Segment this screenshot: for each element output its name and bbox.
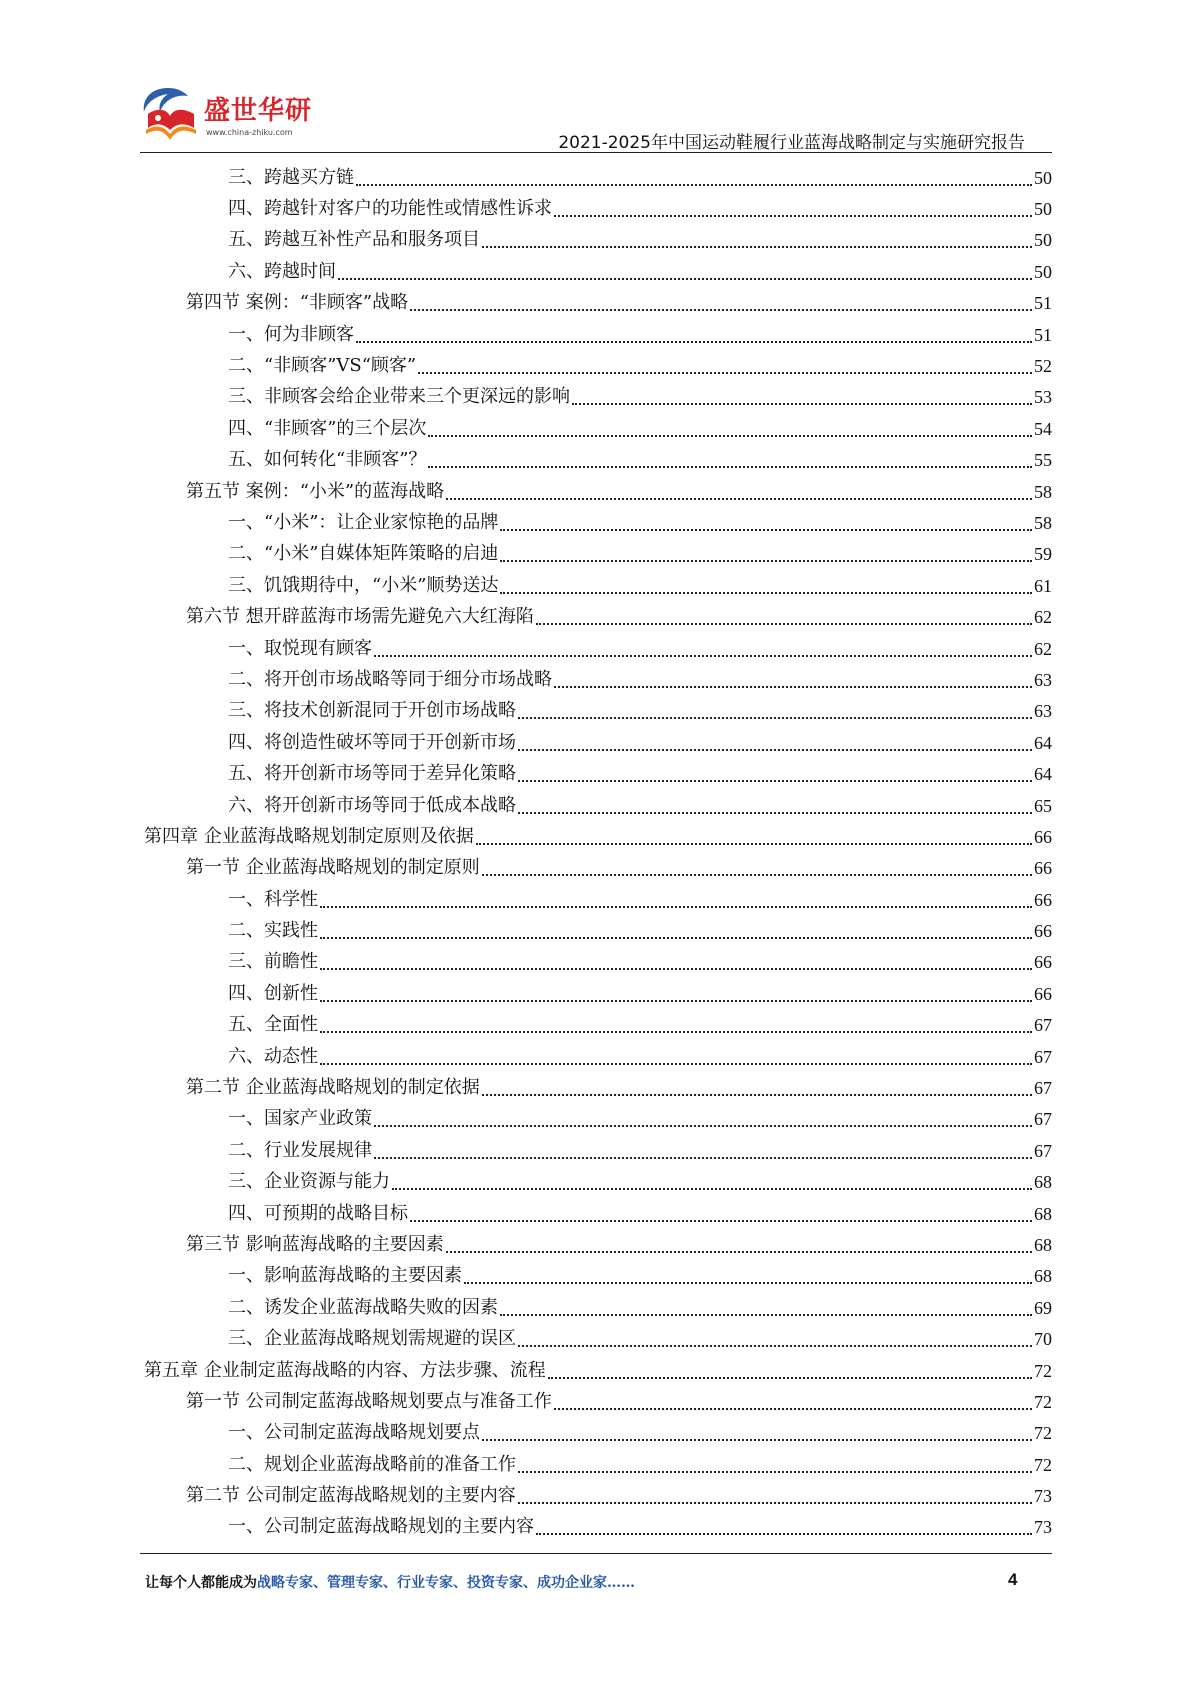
toc-dot-leader <box>446 1251 1032 1253</box>
footer-slogan-prefix: 让每个人都能成为 <box>145 1575 257 1591</box>
toc-page-number: 66 <box>1034 983 1052 1004</box>
logo-book-icon <box>138 84 200 144</box>
toc-entry-title: 四、可预期的战略目标 <box>228 1202 408 1224</box>
toc-entry-title: 六、将开创新市场等同于低成本战略 <box>228 794 516 816</box>
toc-item-entry[interactable] <box>144 758 1052 789</box>
toc-page-number: 59 <box>1034 544 1052 565</box>
toc-item-entry[interactable] <box>144 1418 1052 1449</box>
toc-page-number: 51 <box>1034 324 1052 345</box>
toc-page-number: 50 <box>1034 230 1052 251</box>
toc-page-number: 54 <box>1034 418 1052 439</box>
toc-dot-leader <box>518 812 1032 814</box>
toc-entry-title: 五、跨越互补性产品和服务项目 <box>228 229 480 251</box>
logo-url: www.china-zhiku.com <box>206 128 293 137</box>
toc-entry-title: 三、将技术创新混同于开创市场战略 <box>228 700 516 722</box>
toc-item-entry[interactable] <box>144 1167 1052 1198</box>
toc-section-entry[interactable] <box>144 601 1052 632</box>
toc-dot-leader <box>518 749 1032 751</box>
toc-entry-title: 一、影响蓝海战略的主要因素 <box>228 1265 462 1287</box>
toc-page-number: 62 <box>1034 607 1052 628</box>
toc-item-entry[interactable] <box>144 162 1052 193</box>
toc-entry-title: 二、诱发企业蓝海战略失败的因素 <box>228 1296 498 1318</box>
toc-item-entry[interactable] <box>144 664 1052 695</box>
toc-item-entry[interactable] <box>144 1135 1052 1166</box>
toc-entry-title: 第二节 公司制定蓝海战略规划的主要内容 <box>186 1485 516 1507</box>
toc-dot-leader <box>418 372 1032 374</box>
toc-entry-title: 第三节 影响蓝海战略的主要因素 <box>186 1233 444 1255</box>
toc-item-entry[interactable] <box>144 319 1052 350</box>
toc-dot-leader <box>500 1314 1032 1316</box>
toc-page-number: 58 <box>1034 481 1052 502</box>
toc-item-entry[interactable] <box>144 225 1052 256</box>
logo-name: 盛世华研 <box>204 96 313 126</box>
toc-entry-title: 三、非顾客会给企业带来三个更深远的影响 <box>228 386 570 408</box>
toc-dot-leader <box>356 184 1032 186</box>
toc-page-number: 64 <box>1034 732 1052 753</box>
toc-dot-leader <box>482 246 1032 248</box>
toc-chapter-entry[interactable] <box>144 1355 1052 1386</box>
toc-page-number: 67 <box>1034 1046 1052 1067</box>
toc-entry-title: 二、“小米”自媒体矩阵策略的启迪 <box>228 543 499 565</box>
toc-page-number: 66 <box>1034 921 1052 942</box>
toc-dot-leader <box>338 278 1032 280</box>
toc-item-entry[interactable] <box>144 633 1052 664</box>
table-of-contents <box>144 162 1052 1543</box>
toc-page-number: 68 <box>1034 1172 1052 1193</box>
toc-item-entry[interactable] <box>144 445 1052 476</box>
toc-entry-title: 二、规划企业蓝海战略前的准备工作 <box>228 1453 516 1475</box>
toc-dot-leader <box>428 466 1032 468</box>
toc-entry-title: 二、实践性 <box>228 920 318 942</box>
toc-page-number: 72 <box>1034 1360 1052 1381</box>
toc-entry-title: 一、取悦现有顾客 <box>228 637 372 659</box>
toc-dot-leader <box>500 529 1032 531</box>
toc-page-number: 67 <box>1034 1140 1052 1161</box>
toc-dot-leader <box>320 937 1032 939</box>
toc-item-entry[interactable] <box>144 193 1052 224</box>
toc-dot-leader <box>500 592 1032 594</box>
toc-entry-title: 一、国家产业政策 <box>228 1108 372 1130</box>
footer-slogan <box>145 1572 635 1592</box>
page-number: 4 <box>1008 1570 1018 1589</box>
toc-item-entry[interactable] <box>144 539 1052 570</box>
header-divider <box>140 152 1052 153</box>
toc-page-number: 68 <box>1034 1203 1052 1224</box>
toc-page-number: 72 <box>1034 1391 1052 1412</box>
toc-item-entry[interactable] <box>144 884 1052 915</box>
toc-item-entry[interactable] <box>144 1292 1052 1323</box>
toc-dot-leader <box>320 968 1032 970</box>
toc-item-entry[interactable] <box>144 507 1052 538</box>
toc-page-number: 73 <box>1034 1517 1052 1538</box>
toc-entry-title: 六、跨越时间 <box>228 260 336 282</box>
toc-dot-leader <box>374 1157 1032 1159</box>
toc-section-entry[interactable] <box>144 1072 1052 1103</box>
toc-page-number: 53 <box>1034 387 1052 408</box>
toc-page-number: 61 <box>1034 575 1052 596</box>
toc-item-entry[interactable] <box>144 1449 1052 1480</box>
toc-dot-leader <box>536 1533 1032 1535</box>
toc-page-number: 55 <box>1034 450 1052 471</box>
toc-item-entry[interactable] <box>144 570 1052 601</box>
toc-dot-leader <box>392 1188 1032 1190</box>
toc-item-entry[interactable] <box>144 1323 1052 1354</box>
toc-entry-title: 一、公司制定蓝海战略规划要点 <box>228 1422 480 1444</box>
toc-entry-title: 六、动态性 <box>228 1045 318 1067</box>
toc-entry-title: 二、将开创市场战略等同于细分市场战略 <box>228 668 552 690</box>
toc-item-entry[interactable] <box>144 790 1052 821</box>
toc-page-number: 69 <box>1034 1297 1052 1318</box>
toc-page-number: 68 <box>1034 1234 1052 1255</box>
toc-page-number: 58 <box>1034 512 1052 533</box>
toc-entry-title: 三、企业资源与能力 <box>228 1171 390 1193</box>
toc-item-entry[interactable] <box>144 1010 1052 1041</box>
toc-entry-title: 二、“非顾客”VS“顾客” <box>228 355 417 377</box>
toc-dot-leader <box>554 1408 1032 1410</box>
footer-slogan-highlight: 战略专家、管理专家、行业专家、投资专家、成功企业家…… <box>257 1575 635 1591</box>
toc-dot-leader <box>518 1471 1032 1473</box>
toc-item-entry[interactable] <box>144 1198 1052 1229</box>
toc-entry-title: 四、跨越针对客户的功能性或情感性诉求 <box>228 198 552 220</box>
toc-dot-leader <box>320 1000 1032 1002</box>
toc-page-number: 66 <box>1034 858 1052 879</box>
toc-item-entry[interactable] <box>144 1041 1052 1072</box>
toc-section-entry[interactable] <box>144 288 1052 319</box>
page-header <box>0 0 1191 160</box>
toc-page-number: 67 <box>1034 1109 1052 1130</box>
toc-entry-title: 第一节 企业蓝海战略规划的制定原则 <box>186 857 480 879</box>
toc-entry-title: 二、行业发展规律 <box>228 1139 372 1161</box>
toc-entry-title: 五、如何转化“非顾客”？ <box>228 449 427 471</box>
toc-dot-leader <box>482 1094 1032 1096</box>
toc-item-entry[interactable] <box>144 382 1052 413</box>
toc-page-number: 68 <box>1034 1266 1052 1287</box>
toc-page-number: 72 <box>1034 1423 1052 1444</box>
toc-dot-leader <box>320 906 1032 908</box>
toc-dot-leader <box>500 560 1032 562</box>
toc-entry-title: 三、饥饿期待中，“小米”顺势送达 <box>228 574 499 596</box>
toc-page-number: 63 <box>1034 701 1052 722</box>
company-logo <box>138 84 313 144</box>
toc-item-entry[interactable] <box>144 696 1052 727</box>
toc-item-entry[interactable] <box>144 1261 1052 1292</box>
toc-page-number: 63 <box>1034 669 1052 690</box>
toc-page-number: 70 <box>1034 1329 1052 1350</box>
toc-entry-title: 一、何为非顾客 <box>228 323 354 345</box>
toc-page-number: 72 <box>1034 1454 1052 1475</box>
toc-page-number: 66 <box>1034 889 1052 910</box>
toc-section-entry[interactable] <box>144 476 1052 507</box>
toc-dot-leader <box>518 780 1032 782</box>
toc-entry-title: 四、将创造性破坏等同于开创新市场 <box>228 731 516 753</box>
toc-page-number: 67 <box>1034 1015 1052 1036</box>
toc-item-entry[interactable] <box>144 1104 1052 1135</box>
toc-dot-leader <box>320 1031 1032 1033</box>
toc-entry-title: 三、前瞻性 <box>228 951 318 973</box>
toc-entry-title: 第二节 企业蓝海战略规划的制定依据 <box>186 1077 480 1099</box>
toc-section-entry[interactable] <box>144 1480 1052 1511</box>
toc-dot-leader <box>446 498 1032 500</box>
toc-dot-leader <box>554 686 1032 688</box>
toc-dot-leader <box>374 655 1032 657</box>
toc-dot-leader <box>548 1377 1032 1379</box>
toc-entry-title: 第五章 企业制定蓝海战略的内容、方法步骤、流程 <box>144 1359 546 1381</box>
toc-item-entry[interactable] <box>144 978 1052 1009</box>
toc-item-entry[interactable] <box>144 1512 1052 1543</box>
toc-section-entry[interactable] <box>144 1386 1052 1417</box>
toc-chapter-entry[interactable] <box>144 821 1052 852</box>
toc-dot-leader <box>518 717 1032 719</box>
toc-item-entry[interactable] <box>144 947 1052 978</box>
toc-entry-title: 一、“小米”：让企业家惊艳的品牌 <box>228 511 499 533</box>
toc-item-entry[interactable] <box>144 915 1052 946</box>
toc-entry-title: 一、公司制定蓝海战略规划的主要内容 <box>228 1516 534 1538</box>
toc-section-entry[interactable] <box>144 853 1052 884</box>
toc-entry-title: 第六节 想开辟蓝海市场需先避免六大红海陷 <box>186 606 534 628</box>
toc-entry-title: 第四章 企业蓝海战略规划制定原则及依据 <box>144 825 474 847</box>
toc-page-number: 64 <box>1034 764 1052 785</box>
toc-dot-leader <box>482 874 1032 876</box>
toc-entry-title: 五、将开创新市场等同于差异化策略 <box>228 763 516 785</box>
toc-dot-leader <box>476 843 1032 845</box>
toc-dot-leader <box>356 341 1032 343</box>
toc-dot-leader <box>572 403 1032 405</box>
toc-dot-leader <box>554 215 1032 217</box>
footer-divider <box>140 1553 1052 1554</box>
toc-page-number: 73 <box>1034 1486 1052 1507</box>
toc-section-entry[interactable] <box>144 1229 1052 1260</box>
toc-entry-title: 四、创新性 <box>228 982 318 1004</box>
toc-dot-leader <box>536 623 1032 625</box>
toc-page-number: 62 <box>1034 638 1052 659</box>
toc-page-number: 66 <box>1034 952 1052 973</box>
toc-dot-leader <box>464 1282 1032 1284</box>
toc-entry-title: 一、科学性 <box>228 888 318 910</box>
toc-entry-title: 第一节 公司制定蓝海战略规划要点与准备工作 <box>186 1390 552 1412</box>
toc-page-number: 51 <box>1034 293 1052 314</box>
toc-entry-title: 第五节 案例：“小米”的蓝海战略 <box>186 480 445 502</box>
toc-item-entry[interactable] <box>144 256 1052 287</box>
toc-page-number: 67 <box>1034 1078 1052 1099</box>
toc-entry-title: 第四节 案例：“非顾客”战略 <box>186 292 409 314</box>
toc-entry-title: 五、全面性 <box>228 1014 318 1036</box>
report-title: 2021-2025年中国运动鞋履行业蓝海战略制定与实施研究报告 <box>558 133 1025 153</box>
toc-page-number: 52 <box>1034 356 1052 377</box>
toc-item-entry[interactable] <box>144 727 1052 758</box>
toc-dot-leader <box>374 1125 1032 1127</box>
toc-page-number: 50 <box>1034 261 1052 282</box>
toc-item-entry[interactable] <box>144 350 1052 381</box>
toc-dot-leader <box>410 309 1032 311</box>
toc-page-number: 66 <box>1034 826 1052 847</box>
toc-dot-leader <box>482 1439 1032 1441</box>
toc-dot-leader <box>410 1220 1032 1222</box>
toc-dot-leader <box>518 1502 1032 1504</box>
toc-page-number: 50 <box>1034 199 1052 220</box>
toc-dot-leader <box>428 435 1032 437</box>
toc-page-number: 65 <box>1034 795 1052 816</box>
toc-dot-leader <box>320 1063 1032 1065</box>
toc-dot-leader <box>518 1345 1032 1347</box>
toc-entry-title: 三、跨越买方链 <box>228 166 354 188</box>
toc-entry-title: 三、企业蓝海战略规划需规避的误区 <box>228 1328 516 1350</box>
toc-item-entry[interactable] <box>144 413 1052 444</box>
toc-page-number: 50 <box>1034 167 1052 188</box>
toc-entry-title: 四、“非顾客”的三个层次 <box>228 417 427 439</box>
